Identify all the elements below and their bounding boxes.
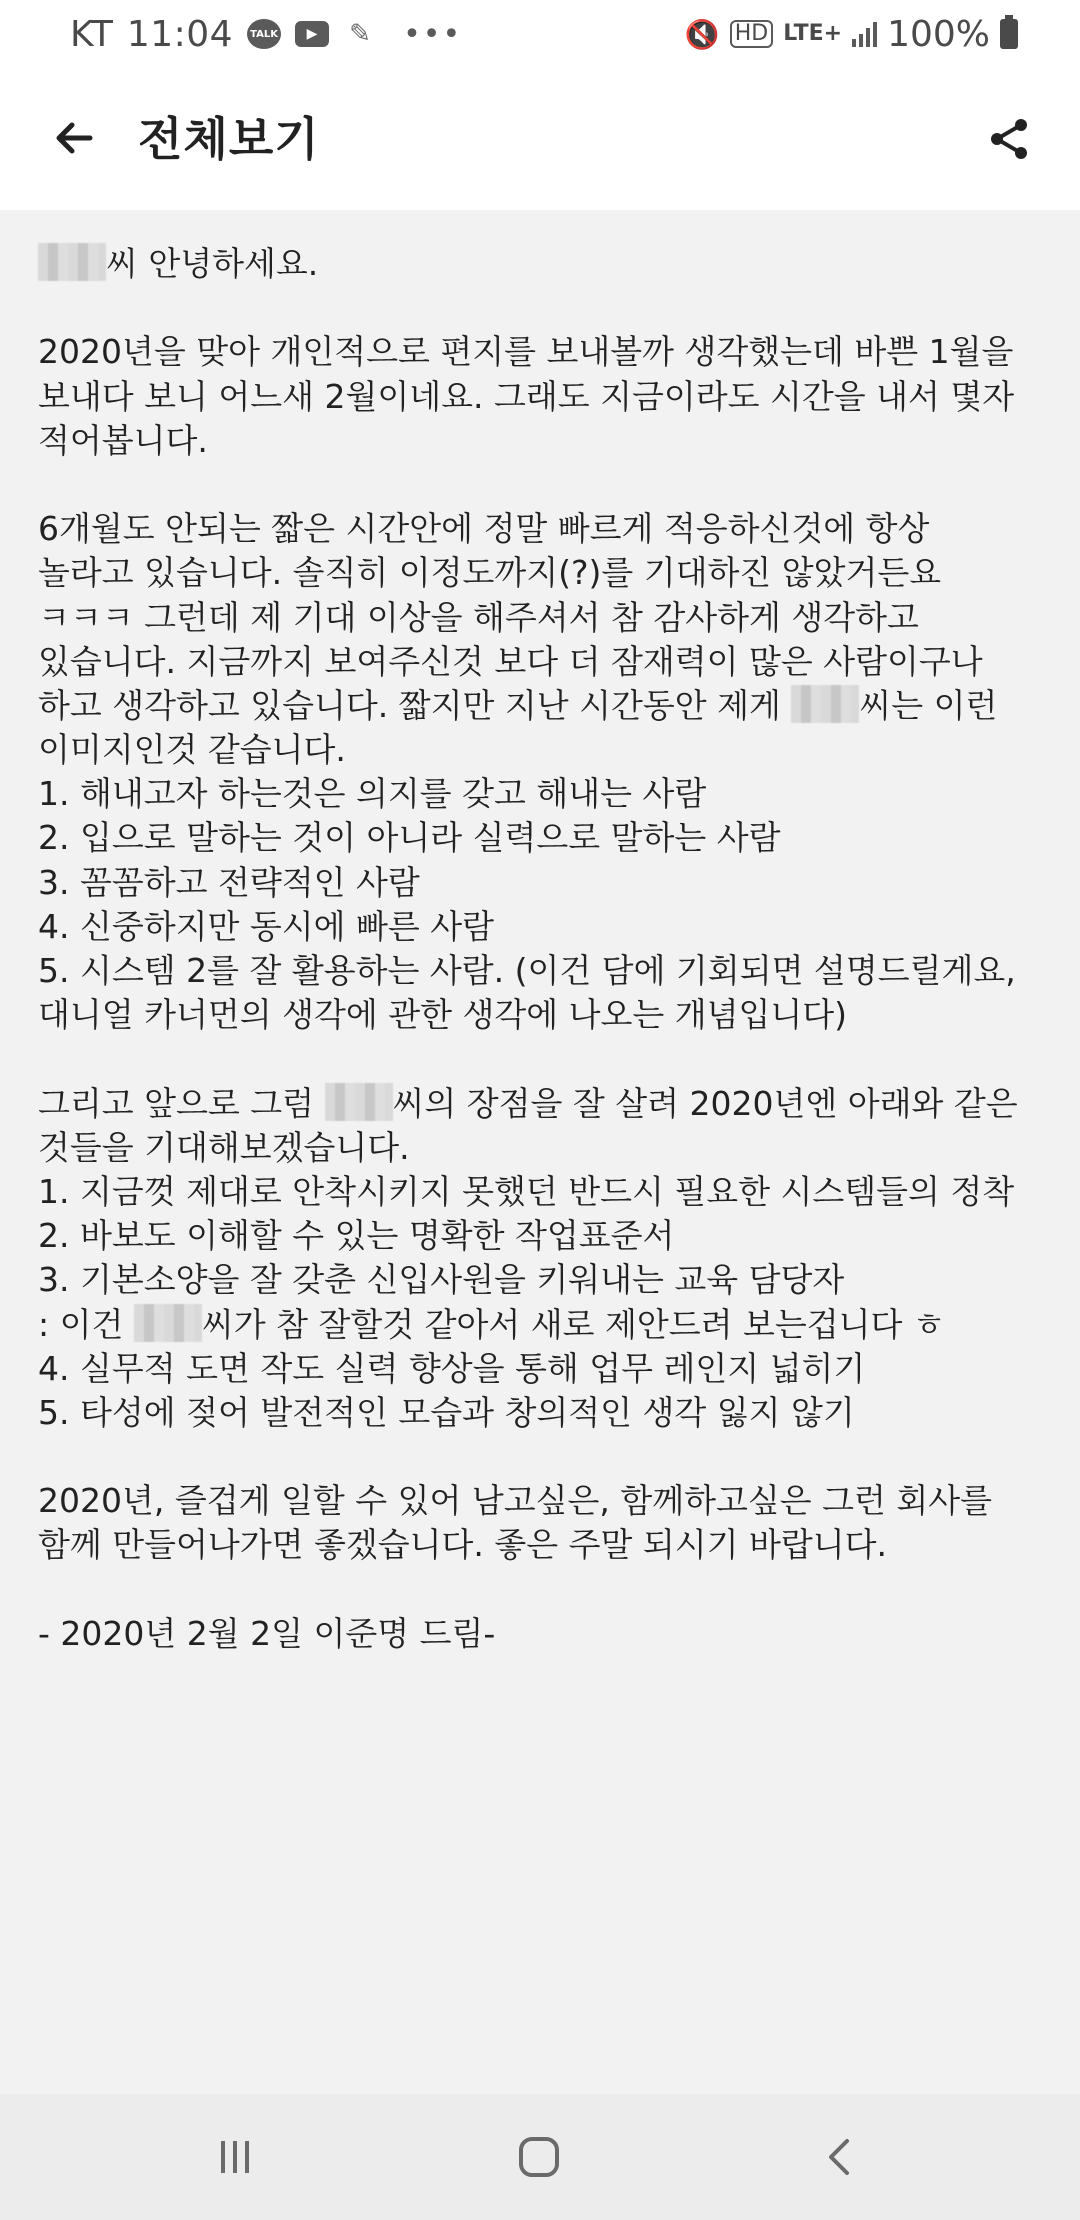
greeting-text: 씨 안녕하세요. [106, 244, 319, 283]
clock: 11:04 [126, 13, 234, 55]
list-item: 1. 지금껏 제대로 안착시키지 못했던 반드시 필요한 시스템들의 정착 [38, 1171, 1015, 1211]
signature: - 2020년 2월 2일 이준명 드림- [38, 1613, 496, 1653]
system-back-button[interactable] [796, 2122, 886, 2192]
blank-line [38, 1568, 1048, 1612]
text-line: 보내다 보니 어느새 2월이네요. 그래도 지금이라도 시간을 내서 몇자 [38, 376, 1015, 416]
text-line: 있습니다. 지금까지 보여주신것 보다 더 잠재력이 많은 사람이구나 [38, 641, 983, 681]
status-bar [0, 0, 1080, 68]
text-line: ㅋㅋㅋ 그런데 제 기대 이상을 해주셔서 참 감사하게 생각하고 [38, 597, 919, 637]
text-line: 것들을 기대해보겠습니다. [38, 1127, 410, 1167]
battery-icon [1000, 19, 1018, 49]
text-segment: 씨는 이런 [859, 685, 998, 725]
carrier-label: KT [70, 13, 113, 55]
redacted-name [325, 1083, 393, 1121]
blank-line [38, 286, 1048, 330]
kakaotalk-notification-icon: TALK [247, 19, 281, 49]
text-line [38, 684, 1048, 728]
hd-voice-icon: HD [730, 20, 773, 48]
text-line: 대니얼 카너먼의 생각에 관한 생각에 나오는 개념입니다) [38, 995, 848, 1035]
mute-icon: 🔇 [684, 17, 720, 51]
home-button[interactable] [494, 2122, 584, 2192]
pen-notification-icon: ✎ [349, 19, 371, 49]
app-bar [0, 68, 1080, 210]
letter-body [38, 242, 1048, 1656]
text-segment: 하고 생각하고 있습니다. 짧지만 지난 시간동안 제게 [38, 685, 792, 725]
text-line: 놀라고 있습니다. 솔직히 이정도까지(?)를 기대하진 않았거든요 [38, 553, 942, 593]
list-item: 4. 신중하지만 동시에 빠른 사람 [38, 906, 494, 946]
chevron-left-icon [819, 2135, 863, 2179]
redacted-name [791, 685, 859, 723]
blank-line [38, 1435, 1048, 1479]
greeting-line [38, 242, 1048, 286]
text-line: 6개월도 안되는 짧은 시간안에 정말 빠르게 적응하신것에 항상 [38, 509, 930, 549]
list-item: 1. 해내고자 하는것은 의지를 갖고 해내는 사람 [38, 774, 707, 814]
share-button[interactable] [974, 104, 1044, 174]
list-item: 5. 시스템 2를 잘 활용하는 사람. (이건 담에 기회되면 설명드릴게요, [38, 951, 1016, 990]
youtube-notification-icon: ▶ [295, 21, 329, 47]
arrow-left-icon [50, 114, 98, 162]
blank-line [38, 1037, 1048, 1081]
list-item: 3. 기본소양을 잘 갖춘 신입사원을 키워내는 교육 담당자 [38, 1260, 845, 1300]
text-segment: 그리고 앞으로 그럼 [38, 1083, 325, 1123]
recent-apps-button[interactable] [190, 2122, 280, 2192]
blank-line [38, 463, 1048, 507]
status-bar-left [70, 10, 462, 58]
recent-apps-icon [213, 2135, 257, 2179]
redacted-name [38, 243, 106, 281]
share-icon [985, 115, 1033, 163]
text-line [38, 1303, 1048, 1347]
system-nav-bar [0, 2094, 1080, 2220]
signal-icon [852, 21, 877, 47]
text-segment: 씨의 장점을 잘 살려 2020년엔 아래와 같은 [392, 1083, 1018, 1123]
list-item: 5. 타성에 젖어 발전적인 모습과 창의적인 생각 잃지 않기 [38, 1392, 855, 1432]
more-notifications-icon: ••• [403, 16, 463, 52]
home-icon [515, 2133, 563, 2181]
list-item: 4. 실무적 도면 작도 실력 향상을 통해 업무 레인지 넓히기 [38, 1348, 866, 1388]
page-title: 전체보기 [138, 112, 320, 166]
text-line: 2020년을 맞아 개인적으로 편지를 보내볼까 생각했는데 바쁜 1월을 [38, 332, 1014, 372]
list-item: 2. 바보도 이해할 수 있는 명확한 작업표준서 [38, 1216, 675, 1256]
battery-percent: 100% [887, 13, 990, 55]
lte-icon: LTE+ [783, 21, 843, 46]
text-line: 함께 만들어나가면 좋겠습니다. 좋은 주말 되시기 바랍니다. [38, 1525, 887, 1565]
text-line: 이미지인것 같습니다. [38, 730, 346, 770]
text-line [38, 1082, 1048, 1126]
back-button[interactable] [36, 100, 112, 176]
text-line: 2020년, 즐겁게 일할 수 있어 남고싶은, 함께하고싶은 그런 회사를 [38, 1481, 992, 1521]
text-line: 적어봅니다. [38, 420, 208, 460]
list-item: 3. 꼼꼼하고 전략적인 사람 [38, 862, 420, 902]
text-segment: 씨가 참 잘할것 같아서 새로 제안드려 보는겁니다 ㅎ [201, 1304, 945, 1344]
list-item: 2. 입으로 말하는 것이 아니라 실력으로 말하는 사람 [38, 818, 781, 858]
redacted-name [134, 1304, 202, 1342]
status-bar-right [685, 10, 1018, 58]
text-segment: : 이건 [38, 1304, 134, 1344]
